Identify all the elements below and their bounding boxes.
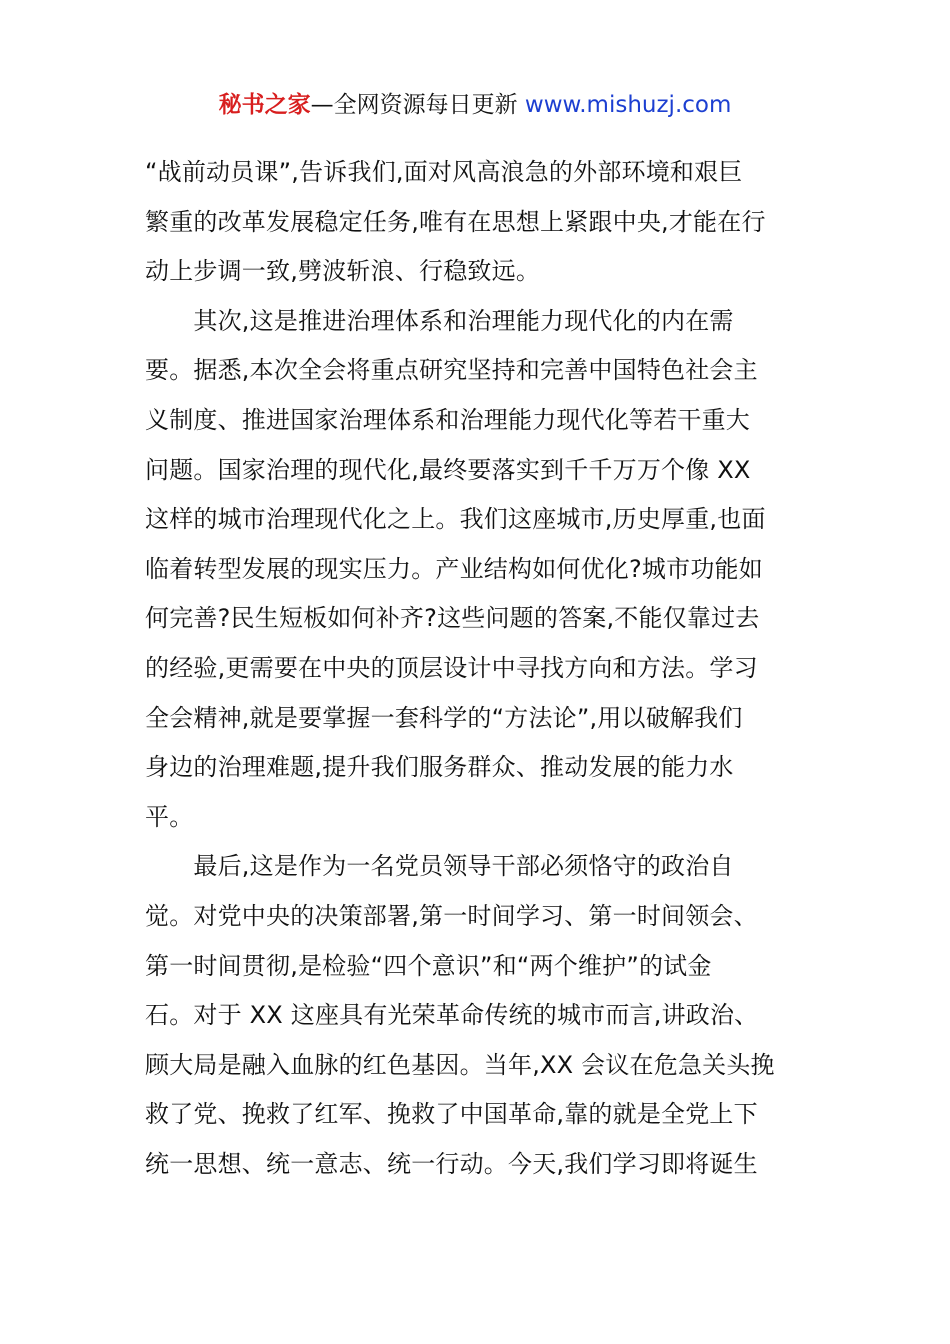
text-line: 第一时间贯彻,是检验“四个意识”和“两个维护”的试金 xyxy=(145,951,712,980)
text-line: 其次,这是推进治理体系和治理能力现代化的内在需 xyxy=(145,306,734,335)
text-line: 问题。国家治理的现代化,最终要落实到千千万万个像 XX xyxy=(145,455,751,484)
brand-name: 秘书之家 xyxy=(218,92,311,118)
text-line: 身边的治理难题,提升我们服务群众、推动发展的能力水 xyxy=(145,753,734,782)
text-line: 救了党、挽救了红军、挽救了中国革命,靠的就是全党上下 xyxy=(145,1100,758,1129)
text-line: 义制度、推进国家治理体系和治理能力现代化等若干重大 xyxy=(145,405,750,434)
text-line: 顾大局是融入血脉的红色基因。当年,XX 会议在危急关头挽 xyxy=(145,1050,775,1079)
text-line: 的经验,更需要在中央的顶层设计中寻找方向和方法。学习 xyxy=(145,653,758,682)
text-line: “战前动员课”,告诉我们,面对风高浪急的外部环境和艰巨 xyxy=(145,158,743,186)
text-line: 繁重的改革发展稳定任务,唯有在思想上紧跟中央,才能在行 xyxy=(145,207,766,236)
header-slogan: —全网资源每日更新 xyxy=(310,92,518,118)
text-line: 动上步调一致,劈波斩浪、行稳致远。 xyxy=(145,257,541,286)
site-header xyxy=(0,88,950,122)
text-line: 全会精神,就是要掌握一套科学的“方法论”,用以破解我们 xyxy=(145,703,743,732)
text-line: 觉。对党中央的决策部署,第一时间学习、第一时间领会、 xyxy=(145,901,758,930)
text-line: 平。 xyxy=(145,802,194,831)
text-line: 最后,这是作为一名党员领导干部必须恪守的政治自 xyxy=(145,852,734,881)
text-line: 石。对于 XX 这座具有光荣革命传统的城市而言,讲政治、 xyxy=(145,1001,759,1030)
text-line: 临着转型发展的现实压力。产业结构如何优化?城市功能如 xyxy=(145,554,763,583)
text-line: 统一思想、统一意志、统一行动。今天,我们学习即将诞生 xyxy=(145,1149,758,1178)
document-body xyxy=(145,148,815,1189)
text-line: 何完善?民生短板如何补齐?这些问题的答案,不能仅靠过去 xyxy=(145,604,760,633)
text-line: 这样的城市治理现代化之上。我们这座城市,历史厚重,也面 xyxy=(145,505,766,534)
site-url-link[interactable]: www.mishuzj.com xyxy=(524,92,732,118)
text-line: 要。据悉,本次全会将重点研究坚持和完善中国特色社会主 xyxy=(145,356,758,385)
